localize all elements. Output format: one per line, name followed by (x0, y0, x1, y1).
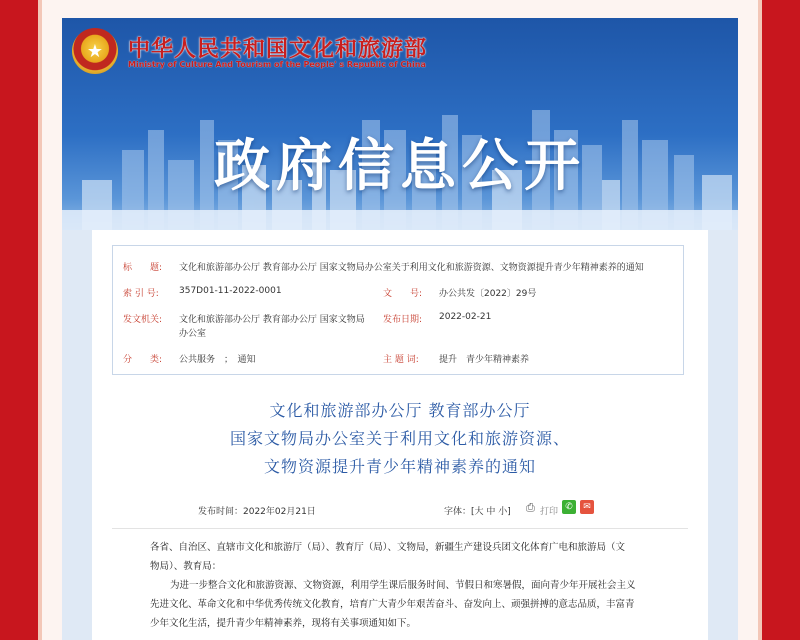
body-salutation-line1: 各省、自治区、直辖市文化和旅游厅（局）、教育厅（局）、文物局，新疆生产建设兵团文化体育广电和旅游局（文 (150, 542, 626, 553)
meta-row-title (113, 260, 683, 280)
meta-category-label: 分 类: (123, 355, 163, 365)
weibo-share-icon[interactable]: ✉ (580, 500, 594, 514)
meta-topic-value: 提升 青少年精神素养 (439, 355, 530, 365)
national-emblem-icon: ★ (72, 28, 118, 74)
font-size-switcher[interactable]: 字体：[大 中 小] (444, 507, 511, 517)
meta-row-index (113, 286, 683, 306)
meta-category-value: 公共服务 ； 通知 (179, 355, 256, 365)
publish-info-bar (92, 500, 708, 520)
meta-issuer-value-line1: 文化和旅游部办公厅 教育部办公厅 国家文物局 (179, 315, 365, 325)
meta-index-label: 索 引 号: (123, 289, 159, 299)
printer-icon[interactable]: ⎙ (526, 501, 535, 514)
ministry-name-cn[interactable]: 中华人民共和国文化和旅游部 (128, 36, 428, 62)
body-paragraph-line2: 先进文化、革命文化和中华优秀传统文化教育，培育广大青少年艰苦奋斗、奋发向上、顽强拼搏的意志品质，丰富青 (150, 599, 635, 610)
print-button[interactable]: 打印 (540, 507, 559, 517)
body-paragraph-line3: 少年文化生活，提升青少年精神素养，现将有关事项通知如下。 (150, 618, 417, 629)
body-paragraph-line1: 为进一步整合文化和旅游资源、文物资源，利用学生课后服务时间、节假日和寒暑假，面向青少年开展社会主义 (170, 580, 636, 591)
right-red-border (758, 0, 800, 640)
meta-title-value: 文化和旅游部办公厅 教育部办公厅 国家文物局办公室关于利用文化和旅游资源、文物资源提升青少年精神素养的通知 (179, 263, 644, 273)
content-divider (112, 528, 688, 529)
meta-topic-label: 主 题 词: (383, 355, 419, 365)
meta-title-label: 标 题: (123, 263, 163, 273)
meta-date-label: 发布日期: (383, 315, 423, 325)
wechat-share-icon[interactable]: ✆ (562, 500, 576, 514)
meta-date-value: 2022-02-21 (439, 312, 492, 322)
meta-issuer-label: 发文机关: (123, 315, 163, 325)
meta-row-issuer-cont (113, 326, 683, 346)
doc-title-line3: 文物资源提升青少年精神素养的通知 (263, 457, 536, 476)
doc-title-line1: 文化和旅游部办公厅 教育部办公厅 (269, 401, 531, 420)
header-banner (62, 18, 738, 230)
meta-row-category (113, 352, 683, 372)
meta-docno-value: 办公共发〔2022〕29号 (439, 289, 537, 299)
document-metadata-table (112, 245, 684, 375)
meta-index-value: 357D01-11-2022-0001 (179, 286, 282, 296)
body-salutation-line2: 物局）、教育局： (150, 561, 222, 572)
meta-docno-label: 文 号: (383, 289, 423, 299)
publish-time: 发布时间：2022年02月21日 (198, 507, 316, 517)
doc-title-line2: 国家文物局办公室关于利用文化和旅游资源、 (229, 429, 570, 448)
left-red-border (0, 0, 42, 640)
banner-title: 政府信息公开 (214, 134, 586, 199)
ministry-name-en: Ministry of Culture And Tourism of the People' s Republic of China (128, 60, 426, 69)
meta-issuer-value-line2: 办公室 (179, 329, 207, 339)
